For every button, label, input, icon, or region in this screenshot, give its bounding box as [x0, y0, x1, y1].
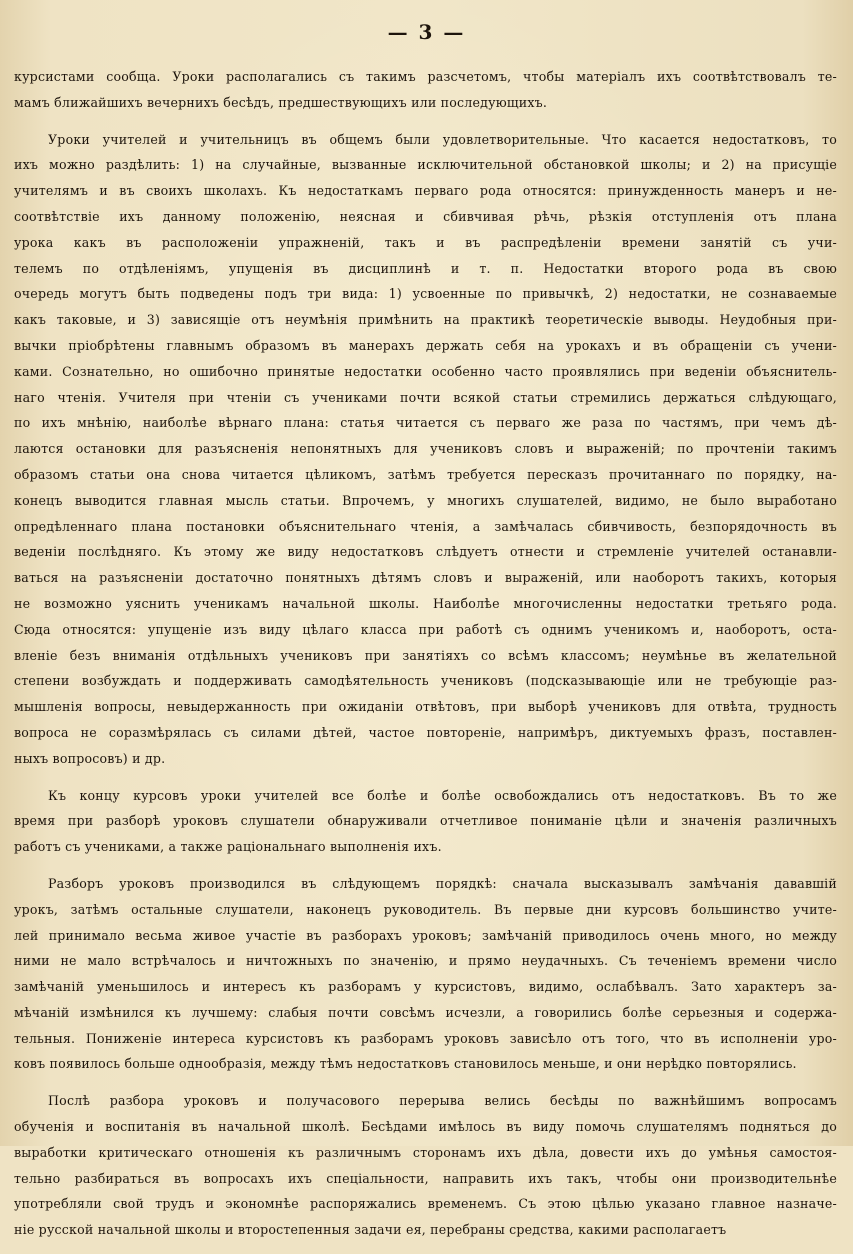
text-line: очередь могутъ быть подведены подъ три вида: 1) усвоенные по привычкѣ, 2) недостатки, не сознаваемые	[14, 286, 837, 302]
text-line: тельно разбираться въ вопросахъ ихъ спеціальности, направить ихъ такъ, чтобы они производительнѣе	[14, 1170, 837, 1186]
text-line: опредѣленнаго плана постановки объяснительнаго чтенія, а замѣчалась сбивчивость, безпорядочность въ	[14, 518, 837, 534]
text-line: вленіе безъ вниманія отдѣльныхъ учениковъ при занятіяхъ со всѣмъ классомъ; неумѣнье въ желательной	[14, 647, 837, 663]
text-line: лей принимало весьма живое участіе въ разборахъ уроковъ; замѣчаній приводилось очень много, но между	[14, 927, 837, 943]
text-line: не возможно уяснить ученикамъ начальной школы. Наиболѣе многочисленны недостатки третьяго рода.	[14, 595, 837, 611]
text-line: курсистами сообща. Уроки располагались съ такимъ разсчетомъ, чтобы матеріалъ ихъ соотвѣтствовалъ те-	[14, 69, 837, 84]
text-line: учителямъ и въ своихъ школахъ. Къ недостаткамъ перваго рода относятся: принужденность манеръ и не-	[14, 183, 837, 199]
text-line: ковъ появилось больше однообразія, между тѣмъ недостатковъ становилось меньше, и они нерѣдко повторялись.	[14, 1056, 797, 1072]
text-line: образомъ статьи она снова читается цѣликомъ, затѣмъ требуется пересказъ прочитаннаго по порядку, на-	[14, 466, 837, 482]
text-line: замѣчаній уменьшилось и интересъ къ разборамъ у курсистовъ, видимо, ослабѣвалъ. Зато характеръ за-	[14, 979, 837, 995]
text-line: мамъ ближайшихъ вечернихъ бесѣдъ, предшествующихъ или последующихъ.	[14, 94, 548, 110]
text-line: ками. Сознательно, но ошибочно принятые недостатки особенно часто проявлялись при веденіи объяснитель-	[14, 363, 837, 379]
text-line: мышленія вопросы, невыдержанность при ожиданіи отвѣтовъ, при выборѣ учениковъ для отвѣта, трудность	[14, 699, 837, 715]
text-line: ваться на разъясненіи достаточно понятныхъ дѣтямъ словъ и выраженій, или наоборотъ такихъ, которыя	[14, 570, 837, 586]
text-line: урока какъ въ расположеніи упражненій, такъ и въ распредѣленіи времени занятій съ учи-	[14, 234, 837, 250]
page-number: — 3 —	[387, 20, 466, 44]
text-line: наго чтенія. Учителя при чтеніи съ учениками почти всякой статьи стремились держаться слѣдующаго,	[14, 389, 837, 405]
text-line: Разборъ уроковъ производился въ слѣдующемъ порядкѣ: сначала высказывалъ замѣчанія дававшій	[48, 875, 837, 891]
text-line: какъ таковые, и 3) зависящіе отъ неумѣнія примѣнить на практикѣ теоретическіе выводы. Неудобныя при-	[14, 312, 837, 328]
paragraph	[14, 1088, 837, 1243]
text-line: мѣчаній измѣнился къ лучшему: слабыя почти совсѣмъ исчезли, а говорились болѣе серьезныя и содержа-	[14, 1004, 837, 1020]
text-line: употребляли свой трудъ и экономнѣе распоряжались временемъ. Съ этою цѣлью указано главное назначе-	[14, 1196, 837, 1212]
text-line: обученія и воспитанія въ начальной школѣ. Бесѣдами имѣлось въ виду помочь слушателямъ подняться до	[14, 1119, 837, 1135]
paragraph	[14, 127, 837, 772]
text-line: конецъ выводится главная мысль статьи. Впрочемъ, у многихъ слушателей, видимо, не было выработано	[14, 492, 837, 508]
body-text	[14, 64, 837, 1254]
text-line: Къ концу курсовъ уроки учителей все болѣе и болѣе освобождались отъ недостатковъ. Въ то же	[48, 787, 837, 803]
text-line: по ихъ мнѣнію, наиболѣе вѣрнаго плана: статья читается съ перваго же раза по частямъ, при чемъ дѣ-	[14, 415, 837, 431]
text-line: ними не мало встрѣчалось и ничтожныхъ по значенію, и прямо неудачныхъ. Съ теченіемъ времени число	[14, 953, 837, 969]
paragraph	[14, 783, 837, 860]
text-line: соотвѣтствіе ихъ данному положенію, неясная и сбивчивая рѣчь, рѣзкія отступленія отъ плана	[14, 208, 837, 224]
text-line: телемъ по отдѣленіямъ, упущенія въ дисциплинѣ и т. п. Недостатки второго рода въ свою	[14, 260, 837, 276]
text-line: ихъ можно раздѣлить: 1) на случайные, вызванные исключительной обстановкой школы; и 2) на присущіе	[14, 157, 837, 173]
paragraph	[14, 871, 837, 1077]
text-line: вычки пріобрѣтены главнымъ образомъ въ манерахъ держать себя на урокахъ и въ обращеніи съ учени-	[14, 337, 837, 353]
text-line: веденіи послѣдняго. Къ этому же виду недостатковъ слѣдуетъ отнести и стремленіе учителей останавли-	[14, 544, 837, 560]
paragraph	[14, 64, 837, 116]
text-line: выработки критическаго отношенія къ различнымъ сторонамъ ихъ дѣла, довести ихъ до умѣнья самостоя-	[14, 1144, 837, 1160]
text-line: ніе русской начальной школы и второстепенныя задачи ея, перебраны средства, какими располагаетъ	[14, 1222, 727, 1238]
text-line: ныхъ вопросовъ) и др.	[14, 750, 166, 766]
text-line: тельныя. Пониженіе интереса курсистовъ къ разборамъ уроковъ зависѣло отъ того, что въ исполненіи уро-	[14, 1030, 837, 1046]
text-line: вопроса не соразмѣрялась съ силами дѣтей, частое повтореніе, напримѣръ, диктуемыхъ фразъ, поставлен-	[14, 724, 837, 740]
text-line: урокъ, затѣмъ остальные слушатели, наконецъ руководитель. Въ первые дни курсовъ большинство учите-	[14, 901, 837, 917]
text-line: работъ съ учениками, а также раціональнаго выполненія ихъ.	[14, 839, 442, 855]
text-line: лаются остановки для разъясненія непонятныхъ для учениковъ словъ и выраженій; по прочтеніи такимъ	[14, 441, 837, 457]
text-line: Послѣ разбора уроковъ и получасового перерыва велись бесѣды по важнѣйшимъ вопросамъ	[48, 1093, 837, 1109]
text-line: Уроки учителей и учительницъ въ общемъ были удовлетворительные. Что касается недостатковъ, то	[48, 131, 837, 147]
text-line: Сюда относятся: упущеніе изъ виду цѣлаго класса при работѣ съ однимъ ученикомъ и, наоборотъ, оста-	[14, 621, 837, 637]
text-line: степени возбуждать и поддерживать самодѣятельность учениковъ (подсказывающіе или не требующіе раз-	[14, 673, 837, 689]
text-line: время при разборѣ уроковъ слушатели обнаруживали отчетливое пониманіе цѣли и значенія различныхъ	[14, 813, 837, 829]
